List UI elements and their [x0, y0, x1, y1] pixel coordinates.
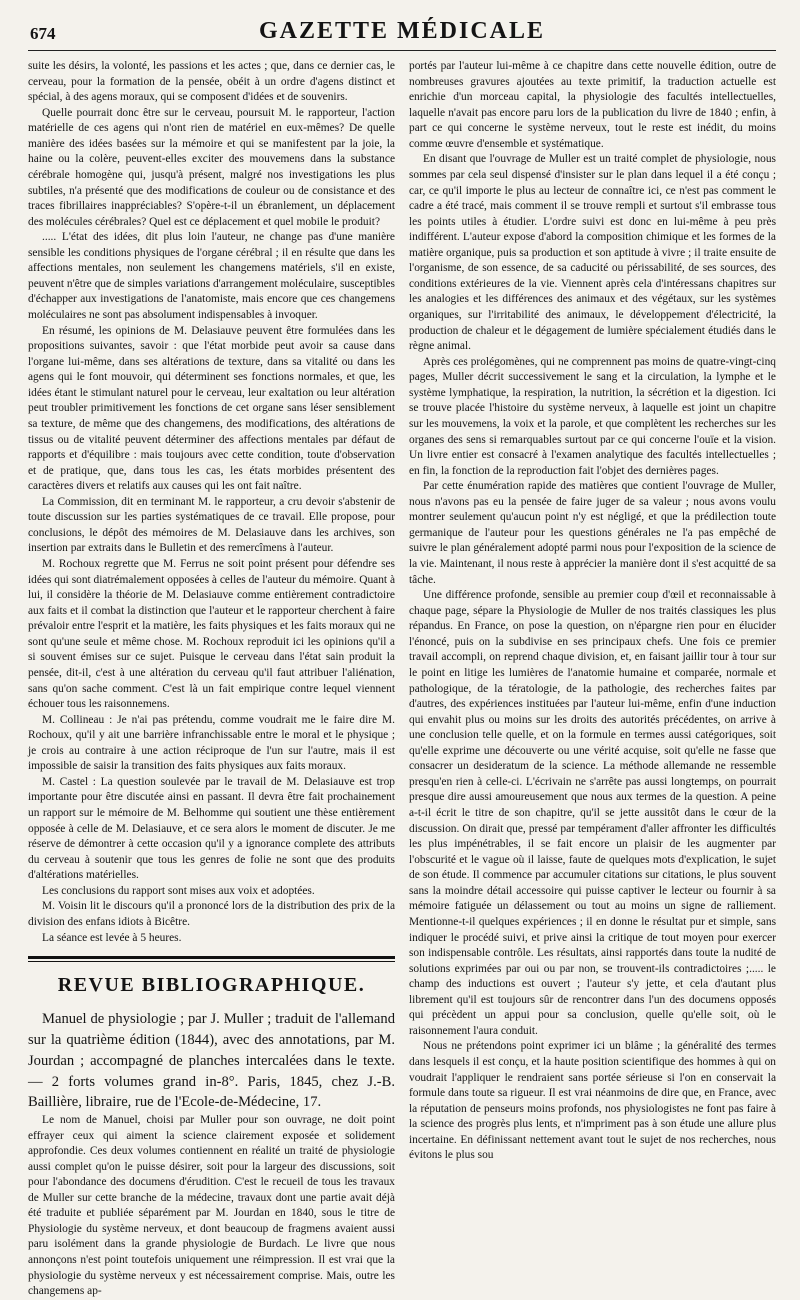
- page-number: 674: [30, 24, 56, 43]
- paragraph: M. Castel : La question soulevée par le travail de M. Delasiauve est trop importante pour être discutée ainsi en passant. Il devra être fait prochainement un rapport sur le mémoire de M. Belhomme qui soutient une thèse entièrement opposée à celle de M. Delasiauve, et ce sera alors le moment de discuter. Je me réserve de démontrer à cette occasion qu'il y a ignorance complete des attributs du cerveau à soutenir que tous les genres de folie ne sont que des produits d'altérations matérielles.: [28, 775, 395, 882]
- paragraph: En résumé, les opinions de M. Delasiauve peuvent être formulées dans les propositions suivantes, savoir : que l'état morbide peut avoir sa cause dans l'organe lui-même, dans ses altérations de texture, dans sa vitalité ou dans les agens qui le font mouvoir, qui déterminent ses fonctions normales, et que, les idées étant le stimulant naturel pour le cerveau, leur exaltation ou leur altération peut troubler primitivement les fonctions de cet organe sans léser sensiblement sa texture, de même que des changemens, des modifications, des altérations de tissus ou de vitalité peuvent déterminer des affections mentales par défaut de rapports et d'équilibre : mais toujours avec cette condition, toute d'observation et de pratique, que, dans tous les cas, les états morbides présentent des caractères divers et relatifs aux causes qui les ont fait naître.: [28, 324, 395, 493]
- page-header: [28, 14, 776, 51]
- paragraph: Nous ne prétendons point exprimer ici un blâme ; la généralité des termes dans lesquels il est conçu, et la haute position scientifique des hommes à qui on voudrait l'appliquer le rendraient sans portée sérieuse si l'on en conservait la formule dans toute sa rigueur. Il est vrai néanmoins de dire que, en France, avec la réputation de penseurs moins profonds, nos physiologistes ne font pas faire à la science des progrès plus lents, et n'impriment pas à son étude une allure plus incertaine. En définissant nettement avant tout le sujet de nos recherches, nous évitons le plus sou: [409, 1040, 776, 1162]
- section-divider: [28, 956, 395, 962]
- paragraph: En disant que l'ouvrage de Muller est un traité complet de physiologie, nous sommes par cela seul dispensé d'insister sur le plan dans lequel il a été conçu ; car, ce qu'il importe le plus au lecteur de connaître ici, ce n'est pas comment le cadre a été tracé, mais comment il se trouve rempli et surtout s'il embrasse tous les points utiles à étudier. L'ordre suivi est donc en lui-même à peu près indifférent. L'auteur expose d'abord la composition chimique et les formes de la matière organique, puis sa production et son aptitude à vivre ; il traite ensuite de l'organisme, de son essence, de sa caducité ou périssabilité, de ses sources, des conditions extérieures de la vie. Viennent après cela d'intéressans chapitres sur les analogies et les différences des animaux et des végétaux, sur les systèmes organiques, sur l'irritabilité des animaux, le développement d'électricité, la production de chaleur et le dégagement de lumière spécialement étudiés dans le règne animal.: [409, 153, 776, 353]
- paragraph: portés par l'auteur lui-même à ce chapitre dans cette nouvelle édition, outre de nombreuses gravures ajoutées au texte primitif, la traduction actuelle est enrichie d'un morceau capital, la physiologie des facultés intellectuelles, laquelle n'avait pas encore paru lors de la publication du livre de 1840 ; enfin, à part ce qui concerne le système nerveux, tout le reste est inédit, du moins comme œuvre d'ensemble et systématique.: [409, 60, 776, 150]
- paragraph: ..... L'état des idées, dit plus loin l'auteur, ne change pas d'une manière sensible les conditions physiques de l'organe cérébral ; il en résulte que dans les affections mentales, non seulement les changemens matériels, s'il en existe, peuvent n'être que de simples variations d'arrangement moléculaire, susceptibles d'échapper aux investigations de l'anatomiste, mais encore que ces changemens moléculaires ne sont pas absolument indispensables à invoquer.: [28, 231, 395, 321]
- section-title: REVUE BIBLIOGRAPHIQUE.: [57, 974, 366, 997]
- paragraph: Une différence profonde, sensible au premier coup d'œil et reconnaissable à chaque page, sépare la Physiologie de Muller de nos traités classiques les plus répandus. En France, on pose la question, on n'épargne rien pour en élucider l'énoncé, puis on la subdivise en ses principaux chefs. Une fois ce premier travail accompli, on reprend chaque division, et, en faisant jaillir tour à tour sur le point en litige les lumières de l'anatomie humaine et comparée, normale et pathologique, de la tératologie, de la pathologie, des recherches faites par d'autres, des expériences instituées par l'auteur lui-même, enfin d'une induction qui envahit plus ou moins sur les droits des autorités précédentes, on arrive à une conclusion telle quelle, et on la formule en termes aussi catégoriques, soit qu'elle exprime une découverte ou une vérité acquise, soit qu'elle ne fasse que consacrer un desideratum de la science. La méthode allemande ne ressemble presqu'en rien à celle-ci. L'écrivain ne s'arrête pas aussi longtemps, on pourrait presque dire aussi amoureusement que nous aux termes de la question. A peine a-t-il écrit le titre de son chapitre, qu'il se jette aussitôt dans le cœur de la discussion. On dirait que, pressé par tempérament d'aller affronter les difficultés les plus impénétrables, il se fait encore un plaisir de les augmenter par l'obscurité et le vague où il laisse, faute de quelques mots d'explication, le sujet de son étude. Il commence par accumuler citations sur citations, le plus souvent sans la moindre détail accessoire qui puisse captiver le lecteur ou fournir à sa mémoire fatiguée un délassement ou tout au moins un signe de ralliement. Mentionne-t-il quelques expériences ; il en donne le résultat pur et simple, sans indiquer le procédé suivi, et prive ainsi la critique de tout moyen pour exercer son indispensable contrôle. Les résultats, ainsi rapportés dans toute la nudité de solutions exprimées par oui ou par non, se trouvent-ils contradictoires ;..... le champ des inductions est ouvert ; l'auteur s'y jette, et cela d'autant plus librement qu'il est toujours sûr de rencontrer dans l'un des documens opposés qui précèdent un appui pour sa conclusion, quelle qu'elle soit, où le raisonnement l'aura conduit.: [409, 589, 776, 1037]
- paragraph: M. Rochoux regrette que M. Ferrus ne soit point présent pour défendre ses idées qui sont diatrémalement opposées à celles de l'auteur du mémoire. Quant à lui, il considère la théorie de M. Delasiauve comme entièrement contradictoire aux faits et il combat la distinction que l'auteur et le rapporteur cherchent à faire prévaloir entre l'esprit et la matière, les faits physiques et les faits moraux qui ne sont qu'une seule et même chose. M. Rochoux reproduit ici les opinions qu'il a si souvent émises sur ce sujet. Puisque le cerveau dans l'état sain produit la pensée, dit-il, c'est à une altération du cerveau qu'il faut attribuer l'aliénation, sans qu'on sache comment. C'est là un fait empirique contre lequel viennent échouer tous les raisonnemens.: [28, 558, 395, 711]
- paragraph: M. Collineau : Je n'ai pas prétendu, comme voudrait me le faire dire M. Rochoux, qu'il y ait une barrière infranchissable entre le moral et le physique ; je crois au contraire à une action réciproque de l'un sur l'autre, mais il est impossible de saisir la transition des faits physiques aux faits moraux.: [28, 713, 395, 773]
- journal-title: GAZETTE MÉDICALE: [258, 18, 546, 44]
- paragraph: suite les désirs, la volonté, les passions et les actes ; que, dans ce dernier cas, le cerveau, pour la formation de la pensée, obéit à un ordre d'agens distinct et spécial, à des agens moraux, qui se composent d'idées et de souvenirs.: [28, 60, 395, 104]
- left-column: [28, 59, 395, 1298]
- paragraph: La Commission, dit en terminant M. le rapporteur, a cru devoir s'abstenir de toute discussion sur les parties systématiques de ce travail. Elle propose, pour conclusions, le dépôt des mémoires de M. Delasiauve dans les archives, son insertion par extraits dans le Bulletin et des remercîmens à l'auteur.: [28, 495, 395, 555]
- book-citation: Manuel de physiologie ; par J. Muller ; traduit de l'allemand sur la quatrième édition (1844), avec des annotations, par M. Jourdan ; accompagné de planches intercalées dans le texte. — 2 forts volumes grand in-8°. Paris, 1845, chez J.-B. Baillière, libraire, rue de l'Ecole-de-Médecine, 17.: [28, 1011, 395, 1111]
- paragraph: Après ces prolégomènes, qui ne comprennent pas moins de quatre-vingt-cinq pages, Muller décrit successivement le sang et la circulation, la lymphe et le système lymphatique, la respiration, la nutrition, la sécrétion et la digestion. Ici se trouve placée l'histoire du système nerveux, à laquelle est joint un chapitre sur les mouvemens, la voix et la parole, et que complètent les recherches sur les organes des sens si remarquables surtout par ce qui concerne l'ouïe et la vision. Un livre entier est consacré à l'examen analytique des facultés intellectuelles ; en fin, la fonction de la reproduction fait l'objet des dernières pages.: [409, 355, 776, 477]
- paragraph: Par cette énumération rapide des matières que contient l'ouvrage de Muller, nous n'avons pas eu la pensée de faire juger de sa valeur ; nous avons voulu montrer seulement qu'aucun point n'y est négligé, et que la prédilection toute germanique de l'auteur pour les questions générales ne l'a pas empêché de suivre le plan généralement adopté parmi nous pour l'exposition de la science de la vie. Maintenant, il nous reste à apprécier la manière dont il s'est acquitté de sa tâche.: [409, 480, 776, 586]
- right-column: [409, 59, 776, 1162]
- paragraph: Les conclusions du rapport sont mises aux voix et adoptées.: [42, 884, 315, 897]
- paragraph: M. Voisin lit le discours qu'il a prononcé lors de la distribution des prix de la division des enfans idiots à Bicêtre.: [28, 900, 395, 928]
- review-paragraph: Le nom de Manuel, choisi par Muller pour son ouvrage, ne doit point effrayer ceux qui aiment la science clairement exposée et solidement approfondie. Ces deux volumes contiennent en réalité un traité de physiologie aussi complet qu'on le puisse désirer, soit pour la largeur des discussions, soit pour l'abondance des documens d'érudition. C'est le recueil de tous les travaux de Muller sur cette branche de la médecine, travaux dont une partie avait déjà été traduite et publiée séparément par M. Jourdan en 1840, sous le titre de Physiologie du système nerveux, et dont beaucoup de fragmens avaient aussi paru isolément dans la grande physiologie de Burdach. Le livre que nous annonçons n'est point toutefois uniquement une réimpression. Il est vrai que la physiologie du système nerveux y est nécessairement comprise. Mais, outre les changemens ap-: [28, 1113, 395, 1298]
- paragraph: Quelle pourrait donc être sur le cerveau, poursuit M. le rapporteur, l'action matérielle de ces agens qui n'ont rien de matériel en eux-mêmes? De quelle manière des idées basées sur la mémoire et qui se manifestent par la joie, la haine ou la colère, peuvent-elles exciter des mouvemens dans la substance cérébrale homogène qui, jusqu'à présent, malgré nos investigations les plus subtiles, n'a présenté que des modifications de couleur ou de consistance et des traces fibrillaires inappréciables? S'opère-t-il un ébranlement, un déplacement des molécules cérébrales? Quel est ce déplacement et quel mobile le produit?: [28, 106, 395, 228]
- paragraph: La séance est levée à 5 heures.: [42, 931, 182, 944]
- text-columns: [28, 59, 776, 1298]
